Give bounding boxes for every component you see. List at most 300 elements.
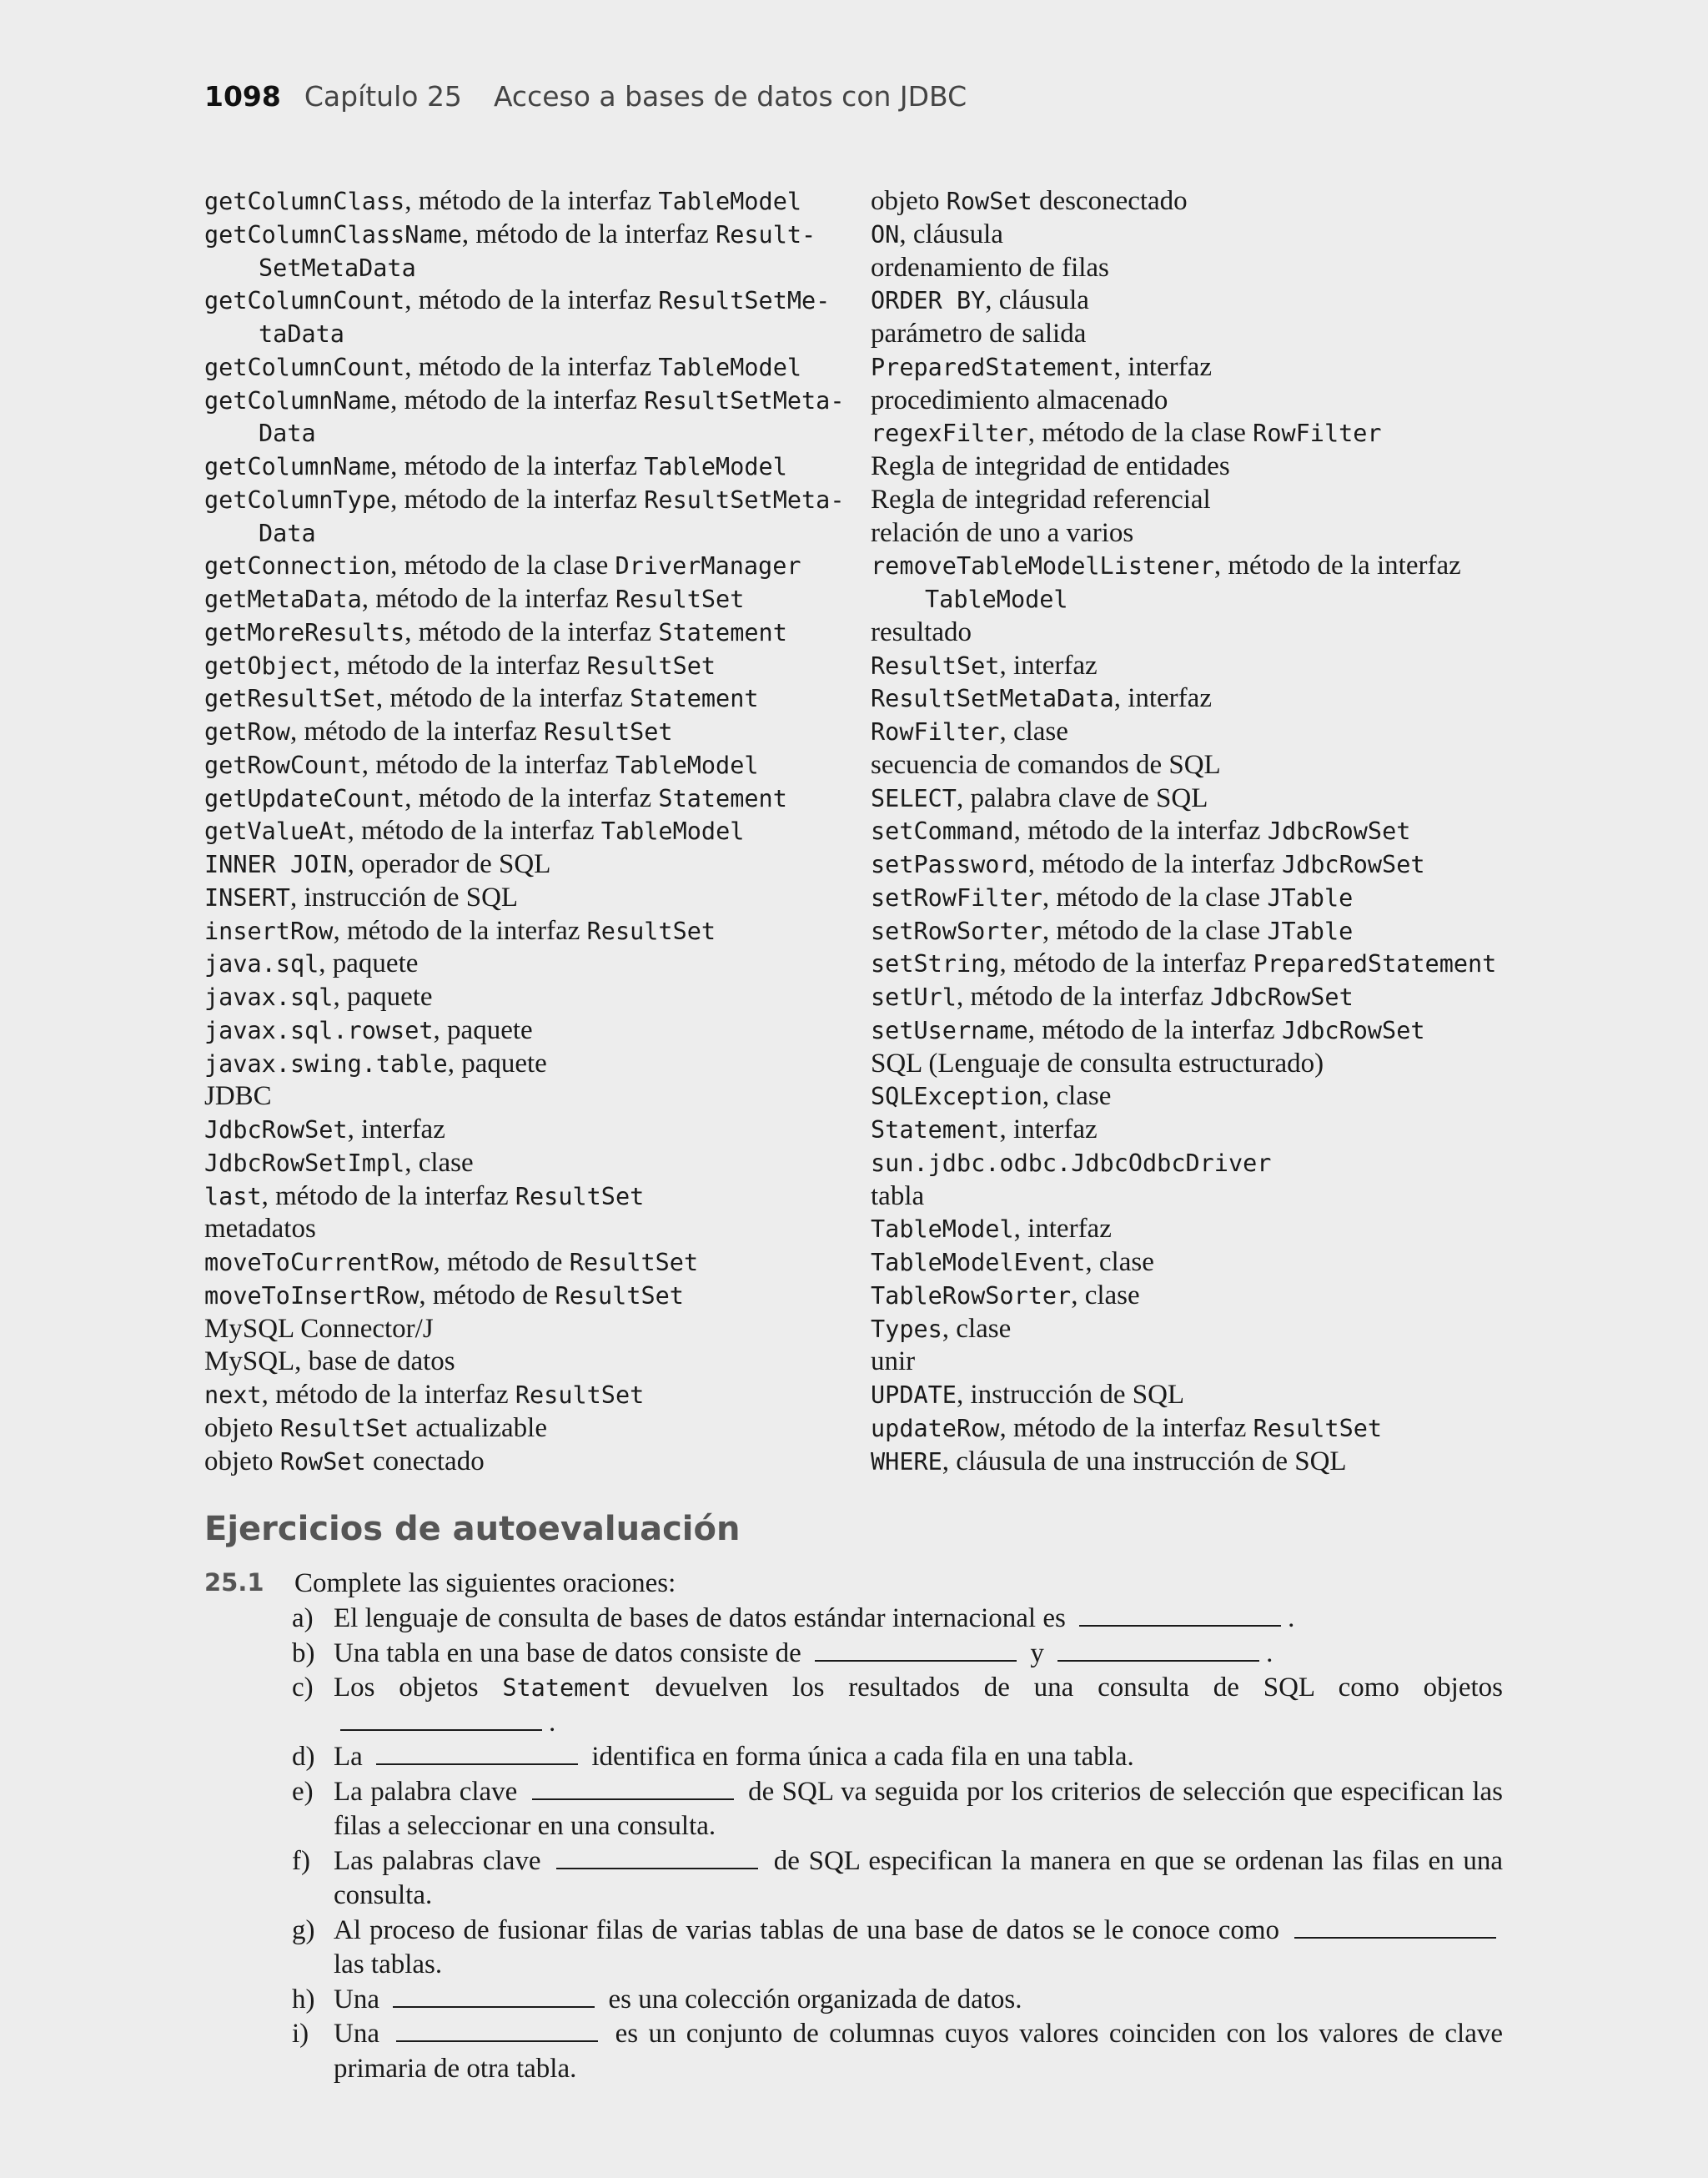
- item-text: [334, 1914, 1503, 1983]
- entry-term: TableModelEvent: [871, 1249, 1086, 1276]
- index-entry: [871, 616, 1521, 650]
- index-entry: [204, 1114, 838, 1147]
- entry-text: ResultSet: [586, 651, 716, 680]
- answer-blank: [532, 1775, 734, 1800]
- entry-text: , interfaz: [1113, 351, 1212, 382]
- exercise-item: [292, 1740, 1503, 1775]
- entry-term: moveToInsertRow: [204, 1281, 419, 1310]
- entry-term: getColumnType: [204, 485, 391, 514]
- index-entry: [871, 782, 1521, 816]
- entry-term: ResultSet: [871, 651, 1000, 680]
- index-entry: [871, 1213, 1521, 1246]
- entry-text: Statement: [658, 618, 787, 646]
- entry-term: setUsername: [871, 1016, 1028, 1044]
- answer-blank: [1079, 1602, 1281, 1627]
- item-text-segment: .: [549, 1707, 556, 1738]
- entry-term: getColumnName: [204, 453, 391, 480]
- entry-term: getMoreResults: [204, 618, 405, 646]
- index-entry: [204, 284, 838, 351]
- item-text: [334, 1637, 1503, 1672]
- index-entry: [871, 650, 1521, 683]
- entry-term: INNER JOIN: [204, 851, 348, 878]
- entry-term: getResultSet: [204, 685, 376, 713]
- entry-text: , método de la interfaz: [461, 219, 716, 249]
- entry-text: , clase: [999, 717, 1068, 747]
- entry-term: last: [204, 1182, 262, 1210]
- entry-text: , método de la interfaz: [390, 484, 645, 515]
- entry-text: ResultSet: [555, 1281, 684, 1310]
- index-entry: [871, 915, 1521, 948]
- entry-text: , método de: [419, 1280, 555, 1310]
- entry-text: , método de la interfaz: [1027, 1014, 1282, 1045]
- entry-text: , método de la clase: [390, 551, 615, 581]
- entry-ref: taData: [259, 320, 344, 348]
- entry-text: ResultSet: [615, 586, 745, 613]
- index-entry: [871, 882, 1521, 915]
- entry-text: objeto: [871, 186, 947, 216]
- index-entry: [871, 1280, 1521, 1313]
- entry-text: resultado: [871, 616, 972, 647]
- item-text-segment: Statement: [502, 1674, 631, 1702]
- entry-term: getColumnCount: [204, 353, 405, 381]
- entry-ref: ResultSetMe-: [658, 287, 831, 315]
- entry-text: procedimiento almacenado: [871, 385, 1168, 415]
- entry-text: , método de la interfaz: [261, 1180, 515, 1211]
- exercise-item: [292, 2017, 1503, 2086]
- entry-text: , método de la clase: [1042, 915, 1268, 946]
- item-text-segment: Una: [334, 2019, 390, 2049]
- entry-text: , método de la interfaz: [1027, 849, 1282, 879]
- entry-text: TableModel: [658, 188, 802, 215]
- item-text: [334, 1983, 1503, 2018]
- entry-term: SQLException: [871, 1083, 1042, 1111]
- entry-term: java.sql: [204, 950, 319, 978]
- entry-text: , interfaz: [347, 1114, 445, 1144]
- entry-text: , paquete: [447, 1048, 547, 1079]
- item-letter: b): [292, 1637, 315, 1668]
- item-text-segment: Las palabras clave: [334, 1845, 550, 1876]
- entry-term: setRowFilter: [871, 883, 1042, 912]
- entry-text: , clase: [1085, 1247, 1154, 1277]
- index-entry: [871, 185, 1521, 219]
- entry-text: , cláusula de una instrucción de SQL: [942, 1446, 1347, 1476]
- index-entry: [204, 682, 838, 716]
- entry-text: , método de la interfaz: [1213, 551, 1461, 581]
- item-letter: d): [292, 1742, 315, 1772]
- exercise-number: 25.1: [204, 1568, 264, 1597]
- index-entry: [204, 1412, 838, 1446]
- index-entry: [871, 252, 1521, 285]
- entry-ref: SetMetaData: [259, 254, 416, 282]
- entry-term: getObject: [204, 651, 334, 680]
- index-entry: [871, 1014, 1521, 1048]
- entry-text: , clase: [404, 1147, 474, 1178]
- entry-text: JDBC: [204, 1081, 272, 1112]
- entry-ref: ResultSetMeta-: [644, 485, 845, 514]
- entry-text: , paquete: [433, 1014, 533, 1045]
- entry-term: WHERE: [871, 1447, 942, 1476]
- index-entry: [871, 716, 1521, 749]
- entry-text: ResultSet: [569, 1249, 699, 1276]
- index-entry: [204, 385, 845, 451]
- item-text: [334, 1671, 1503, 1740]
- entry-text: , clase: [1071, 1280, 1140, 1310]
- entry-text: , método de la interfaz: [361, 749, 615, 780]
- answer-blank: [393, 1983, 595, 2008]
- index-entry: [204, 650, 838, 683]
- item-text: [334, 1740, 1503, 1775]
- exercise-stem: Complete las siguientes oraciones:: [294, 1568, 676, 1598]
- entry-term: getRowCount: [204, 751, 362, 779]
- entry-text: , método de la interfaz: [404, 782, 659, 813]
- terms-column-right: [871, 185, 1521, 1478]
- item-text-segment: las tablas.: [334, 1949, 443, 1979]
- item-letter: g): [292, 1914, 315, 1945]
- index-entry: [204, 616, 838, 650]
- item-text-segment: devuelven los resultados de una consulta de SQL como objetos: [630, 1672, 1503, 1703]
- index-entry: [871, 1048, 1521, 1081]
- entry-text: ResultSet: [515, 1381, 645, 1409]
- item-letter: c): [292, 1672, 314, 1703]
- entry-text: RowSet: [946, 188, 1032, 215]
- item-text-segment: identifica en forma única a cada fila en una tabla.: [585, 1742, 1134, 1772]
- entry-ref: Data: [259, 519, 316, 547]
- entry-text: , instrucción de SQL: [956, 1380, 1185, 1410]
- entry-term: javax.sql: [204, 983, 334, 1011]
- index-entry: [204, 716, 838, 749]
- section-title: Ejercicios de autoevaluación: [204, 1510, 741, 1548]
- index-entry: [204, 351, 838, 385]
- entry-term: INSERT: [204, 883, 290, 912]
- entry-term: setUrl: [871, 983, 957, 1011]
- entry-term: getConnection: [204, 552, 391, 581]
- index-entry: [871, 484, 1521, 517]
- entry-term: ON: [871, 220, 900, 249]
- entry-term: setRowSorter: [871, 917, 1042, 945]
- item-letter: i): [292, 2019, 309, 2049]
- entry-text: , método de la interfaz: [956, 982, 1211, 1012]
- entry-text: relación de uno a varios: [871, 517, 1134, 548]
- item-letter: h): [292, 1984, 315, 2015]
- entry-term: getColumnClassName: [204, 220, 462, 249]
- entry-text: , método de la interfaz: [390, 385, 645, 415]
- index-entry: [204, 1048, 838, 1081]
- index-entry: [204, 1280, 838, 1313]
- entry-term: getMetaData: [204, 586, 362, 613]
- entry-text: TableModel: [600, 817, 745, 846]
- entry-text: unir: [871, 1346, 916, 1377]
- exercise-item: [292, 1671, 1503, 1740]
- index-entry: [871, 1412, 1521, 1446]
- entry-text: JTable: [1267, 883, 1354, 912]
- entry-term: moveToCurrentRow: [204, 1249, 434, 1276]
- index-entry: [871, 450, 1521, 484]
- entry-term: next: [204, 1381, 262, 1409]
- entry-text: , cláusula: [985, 285, 1089, 316]
- index-entry: [871, 1379, 1521, 1412]
- index-entry: [204, 1080, 838, 1114]
- item-text-segment: .: [1266, 1637, 1273, 1668]
- entry-term: ResultSetMetaData: [871, 685, 1114, 713]
- entry-text: JdbcRowSet: [1281, 1016, 1425, 1044]
- entry-text: , cláusula: [899, 219, 1003, 249]
- entry-text: ResultSet: [586, 917, 716, 945]
- chapter-label: Capítulo 25: [304, 80, 462, 113]
- entry-term: removeTableModelListener: [871, 552, 1214, 581]
- entry-text: conectado: [365, 1446, 485, 1476]
- entry-text: , paquete: [319, 948, 419, 979]
- entry-text: MySQL Connector/J: [204, 1313, 434, 1344]
- entry-term: Types: [871, 1315, 942, 1343]
- item-text-segment: de SQL va seguida por los criterios de selección que especifican las filas a seleccionar en una consulta.: [334, 1776, 1503, 1841]
- index-entry: [204, 1014, 838, 1048]
- exercise-item: [292, 1775, 1503, 1844]
- item-text-segment: .: [1288, 1603, 1295, 1633]
- answer-blank: [376, 1740, 578, 1765]
- index-entry: [871, 1147, 1521, 1180]
- entry-text: , método de la interfaz: [289, 717, 545, 747]
- item-text-segment: La palabra clave: [334, 1776, 525, 1807]
- entry-text: , método de la interfaz: [404, 616, 659, 647]
- index-entry: [871, 1246, 1521, 1280]
- entry-text: ResultSet: [515, 1182, 645, 1210]
- entry-text: RowFilter: [1253, 420, 1382, 448]
- entry-text: , instrucción de SQL: [289, 882, 519, 913]
- entry-term: PreparedStatement: [871, 353, 1114, 381]
- entry-text: , método de la interfaz: [333, 915, 587, 946]
- answer-blank: [556, 1844, 758, 1869]
- index-entry: [871, 517, 1521, 551]
- exercise-items: [292, 1602, 1503, 2086]
- entry-term: javax.sql.rowset: [204, 1016, 434, 1044]
- entry-term: TableModel: [871, 1215, 1014, 1244]
- entry-term: insertRow: [204, 917, 334, 945]
- entry-term: setPassword: [871, 851, 1028, 878]
- index-entry: [871, 1080, 1521, 1114]
- entry-term: getColumnCount: [204, 287, 405, 315]
- answer-blank: [815, 1637, 1017, 1662]
- entry-text: SQL (Lenguaje de consulta estructurado): [871, 1048, 1324, 1079]
- page-number: 1098: [204, 80, 281, 113]
- entry-text: JdbcRowSet: [1210, 983, 1354, 1011]
- entry-term: getColumnName: [204, 386, 391, 415]
- index-entry: [871, 815, 1521, 848]
- index-entry: [204, 583, 838, 616]
- entry-text: , método de la interfaz: [404, 285, 659, 316]
- index-entry: [871, 1313, 1521, 1346]
- entry-text: , método de la interfaz: [404, 186, 659, 216]
- entry-term: JdbcRowSetImpl: [204, 1149, 405, 1177]
- item-letter: f): [292, 1845, 310, 1876]
- entry-text: RowSet: [279, 1447, 366, 1476]
- index-entry: [871, 351, 1521, 385]
- entry-ref: Data: [259, 420, 316, 448]
- item-letter: a): [292, 1603, 314, 1633]
- index-entry: [871, 981, 1521, 1014]
- item-text-segment: es una colección organizada de datos.: [601, 1984, 1022, 2015]
- entry-text: ordenamiento de filas: [871, 252, 1109, 283]
- entry-term: javax.swing.table: [204, 1049, 448, 1078]
- entry-text: Regla de integridad referencial: [871, 484, 1211, 515]
- entry-text: ResultSet: [544, 718, 673, 746]
- entry-term: JdbcRowSet: [204, 1116, 348, 1144]
- entry-text: , interfaz: [1113, 683, 1212, 714]
- chapter-title: Acceso a bases de datos con JDBC: [493, 80, 967, 113]
- entry-text: MySQL, base de datos: [204, 1346, 455, 1377]
- entry-term: regexFilter: [871, 420, 1028, 448]
- entry-term: RowFilter: [871, 718, 1000, 746]
- entry-term: getUpdateCount: [204, 784, 405, 812]
- index-entry: [204, 450, 838, 484]
- index-entry: [204, 848, 838, 882]
- index-entry: [871, 1114, 1521, 1147]
- entry-ref: TableModel: [925, 586, 1068, 613]
- index-entry: [871, 318, 1521, 351]
- entry-text: actualizable: [409, 1412, 547, 1443]
- running-header: [204, 80, 967, 113]
- entry-term: updateRow: [871, 1414, 1000, 1442]
- index-entry: [204, 1379, 838, 1412]
- entry-text: , método de la interfaz: [390, 451, 645, 481]
- entry-text: DriverManager: [615, 552, 801, 581]
- index-entry: [204, 1147, 838, 1180]
- entry-text: , operador de SQL: [347, 849, 551, 879]
- index-entry: [204, 815, 838, 848]
- entry-text: , interfaz: [1013, 1214, 1112, 1245]
- index-entry: [204, 219, 838, 285]
- index-entry: [871, 682, 1521, 716]
- entry-text: , método de la clase: [1027, 418, 1253, 449]
- index-entry: [871, 749, 1521, 782]
- entry-text: metadatos: [204, 1214, 316, 1245]
- item-text-segment: La: [334, 1742, 370, 1772]
- entry-text: PreparedStatement: [1253, 950, 1497, 978]
- entry-text: , interfaz: [999, 1114, 1098, 1144]
- item-text: [334, 2017, 1503, 2086]
- entry-text: ResultSet: [1253, 1414, 1383, 1442]
- entry-text: , método de la interfaz: [333, 650, 587, 681]
- entry-term: Statement: [871, 1116, 1000, 1144]
- exercise-item: [292, 1914, 1503, 1983]
- exercise-item: [292, 1844, 1503, 1914]
- entry-text: TableModel: [615, 751, 759, 779]
- index-entry: [204, 484, 845, 551]
- answer-blank: [1057, 1637, 1259, 1662]
- index-entry: [871, 948, 1521, 981]
- item-text-segment: y: [1023, 1637, 1052, 1668]
- item-letter: e): [292, 1776, 314, 1807]
- item-text: [334, 1775, 1503, 1844]
- entry-term: setString: [871, 950, 1000, 978]
- answer-blank: [340, 1706, 542, 1731]
- entry-text: , paquete: [333, 982, 433, 1012]
- entry-text: , método de la interfaz: [999, 948, 1253, 979]
- entry-term: SELECT: [871, 784, 957, 812]
- index-entry: [204, 1313, 838, 1346]
- entry-term: TableRowSorter: [871, 1281, 1072, 1310]
- entry-term: getColumnClass: [204, 188, 405, 215]
- index-entry: [871, 284, 1521, 318]
- item-text-segment: de SQL especifican la manera en que se ordenan las filas en una consulta.: [334, 1845, 1504, 1910]
- terms-column-left: [204, 185, 845, 1478]
- index-entry: [204, 782, 838, 816]
- entry-text: objeto: [204, 1446, 280, 1476]
- entry-text: secuencia de comandos de SQL: [871, 749, 1221, 780]
- entry-text: , método de la interfaz: [361, 584, 615, 614]
- item-text-segment: Al proceso de fusionar filas de varias tablas de una base de datos se le conoce como: [334, 1914, 1288, 1945]
- entry-text: parámetro de salida: [871, 319, 1087, 349]
- entry-text: , interfaz: [999, 650, 1098, 681]
- exercise-item: [292, 1637, 1503, 1672]
- index-entry: [871, 848, 1521, 882]
- item-text-segment: Una: [334, 1984, 387, 2015]
- item-text: [334, 1844, 1503, 1914]
- entry-text: Statement: [630, 685, 759, 713]
- index-entry: [871, 1446, 1521, 1479]
- index-entry: [871, 1346, 1521, 1379]
- index-entry: [204, 915, 838, 948]
- index-entry: [204, 1246, 838, 1280]
- answer-blank: [396, 2017, 598, 2042]
- entry-text: JdbcRowSet: [1267, 817, 1411, 846]
- index-entry: [204, 749, 838, 782]
- entry-text: , método de la interfaz: [404, 351, 659, 382]
- index-entry: [204, 1346, 838, 1379]
- entry-text: JTable: [1267, 917, 1354, 945]
- entry-text: , método de: [433, 1247, 570, 1277]
- entry-text: , clase: [942, 1313, 1012, 1344]
- entry-text: TableModel: [644, 453, 787, 480]
- item-text-segment: El lenguaje de consulta de bases de datos estándar internacional es: [334, 1603, 1073, 1633]
- entry-term: getRow: [204, 718, 290, 746]
- entry-text: tabla: [871, 1180, 925, 1211]
- exercise-item: [292, 1602, 1503, 1637]
- entry-text: , método de la clase: [1042, 882, 1268, 913]
- entry-term: sun.jdbc.odbc.JdbcOdbcDriver: [871, 1149, 1272, 1177]
- entry-ref: ResultSetMeta-: [644, 386, 845, 415]
- entry-text: desconectado: [1032, 186, 1188, 216]
- item-text-segment: es un conjunto de columnas cuyos valores coinciden con los valores de clave primaria de otra tabla.: [334, 2019, 1503, 2084]
- entry-term: setCommand: [871, 817, 1014, 846]
- exercise-item: [292, 1983, 1503, 2018]
- index-entry: [871, 385, 1521, 418]
- index-entry: [204, 882, 838, 915]
- index-entry: [204, 1213, 838, 1246]
- entry-text: , método de la interfaz: [1013, 816, 1268, 847]
- entry-text: Statement: [658, 784, 787, 812]
- index-entry: [871, 1180, 1521, 1214]
- index-entry: [204, 1180, 838, 1214]
- entry-text: , método de la interfaz: [999, 1412, 1253, 1443]
- index-entry: [204, 550, 838, 583]
- index-entry: [204, 1446, 838, 1479]
- entry-text: , método de la interfaz: [261, 1380, 515, 1410]
- index-entry: [204, 185, 838, 219]
- entry-text: , palabra clave de SQL: [956, 782, 1208, 813]
- index-entry: [871, 550, 1521, 616]
- entry-text: , clase: [1042, 1081, 1112, 1112]
- index-entry: [871, 417, 1521, 450]
- answer-blank: [1294, 1914, 1496, 1939]
- item-text-segment: Los objetos: [334, 1672, 503, 1703]
- entry-term: UPDATE: [871, 1381, 957, 1409]
- index-entry: [204, 948, 838, 981]
- entry-text: objeto: [204, 1412, 280, 1443]
- entry-term: getValueAt: [204, 817, 348, 846]
- entry-text: TableModel: [658, 353, 802, 381]
- item-text: [334, 1602, 1503, 1637]
- entry-text: , método de la interfaz: [375, 683, 630, 714]
